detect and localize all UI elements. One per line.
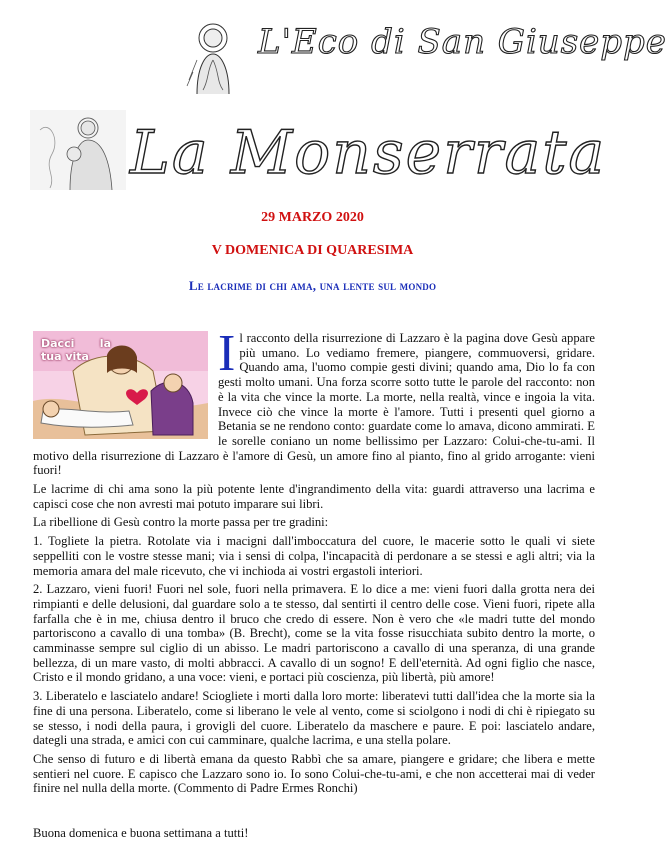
- paragraph-6: 3. Liberatelo e lasciatelo andare! Sciogliete i morti dalla loro morte: liberatevi tutti dall'idea che la morte sia la fine di una persona. Liberatelo, come si liberano le vele al vento, come si sciolgono i nodi di chi è ripiegato su se stesso, i nodi della paura, i grovigli del cuore. Liberatelo da maschere e paure. E poi: lasciatelo andare, dategli una strada, e amici con cui camminare, qualche lacrima, e una stella polare.: [33, 689, 595, 748]
- illustration-caption: Dacci la tua vita: [41, 337, 111, 363]
- issue-date: 29 MARZO 2020: [261, 210, 364, 225]
- paragraph-2: Le lacrime di chi ama sono la più potente lente d'ingrandimento della vita: guardi attraverso una lacrima e capisci cose che non avresti mai potuto imparare sui libri.: [33, 482, 595, 511]
- liturgical-day: V DOMENICA DI QUARESIMA: [211, 243, 414, 258]
- madonna-icon: [30, 110, 126, 190]
- closing-greeting: Buona domenica e buona settimana a tutti!: [33, 826, 249, 840]
- masthead-main: La Monserrata: [130, 118, 607, 188]
- paragraph-4: 1. Togliete la pietra. Rotolate via i macigni dall'imboccatura del cuore, le macerie sotto le quali vi siete seppelliti con le vostre stesse mani; via i sensi di colpa, l'incapacità di perdonare a se stessi e agli altri; via la memoria amara del male ricevuto, che vi inchioda ai vostri ergastoli interiori.: [33, 534, 595, 578]
- paragraph-1: l racconto della risurrezione di Lazzaro è la pagina dove Gesù appare più umano. Lo vediamo fremere, piangere, commuoversi, gridare. Quando ama, l'uomo compie gesti divini; quando ama, Dio lo fa con gesti molto umani. Una forza scorre sotto tutte le parole del racconto: non è la vita che vince la morte. La morte, nella realtà, vince e ingoia la vita. Invece ciò che vince la morte è l'amore. Tutti i presenti quel giorno a Betania se ne rendono conto: guardate come lo amava, dicono ammirati. E le sorelle coniano un nome bellissimo per Lazzaro: Colui-che-tu-ami. Il motivo della risurrezione di Lazzaro è l'amore di Gesù, un amore fino al pianto, fino al grido arrogante: vieni fuori!: [33, 331, 595, 478]
- paragraph-7: Che senso di futuro e di libertà emana da questo Rabbì che sa amare, piangere e gridare; che libera e mette sentieri nel cuore. E capisco che Lazzaro sono io. Io sono Colui-che-tu-ami, e che non accetterai mai di veder finire nel nulla della morte. (Commento di Padre Ermes Ronchi): [33, 751, 595, 796]
- lazarus-illustration: [33, 331, 208, 439]
- article-title: Le lacrime di chi ama, una lente sul mondo: [188, 278, 437, 293]
- saint-joseph-icon: [183, 20, 243, 94]
- paragraph-5: 2. Lazzaro, vieni fuori! Fuori nel sole, fuori nella primavera. E lo dice a me: vieni fuori dalla grotta nera dei rimpianti e delle delusioni, dal guardare solo a te stesso, dal sentirti il centro delle cose. Vieni fuori, ripete alla farfalla che è in me, chiusa dentro il bruco che credo di essere. Non è vero che «le madri tutte del mondo partoriscono a cavallo di una tomba» (B. Brecht), come se la vita fosse risucchiata subito dentro la morte, o camminasse sempre sul ciglio di un abisso. Le madri partoriscono a cavallo di una speranza, di una grande bellezza, di un mare vasto, di molti abbracci. A cavallo di un sogno! E dell'eternità. Ad ogni figlio che nasce, Cristo e il mondo gridano, a una voce: vieni, e portaci più coscienza, più libertà, più amore!: [33, 582, 595, 685]
- masthead-top: L'Eco di San Giuseppe: [258, 22, 667, 62]
- article-body: [33, 325, 595, 800]
- drop-cap: I: [218, 325, 236, 382]
- paragraph-3: La ribellione di Gesù contro la morte passa per tre gradini:: [33, 515, 329, 530]
